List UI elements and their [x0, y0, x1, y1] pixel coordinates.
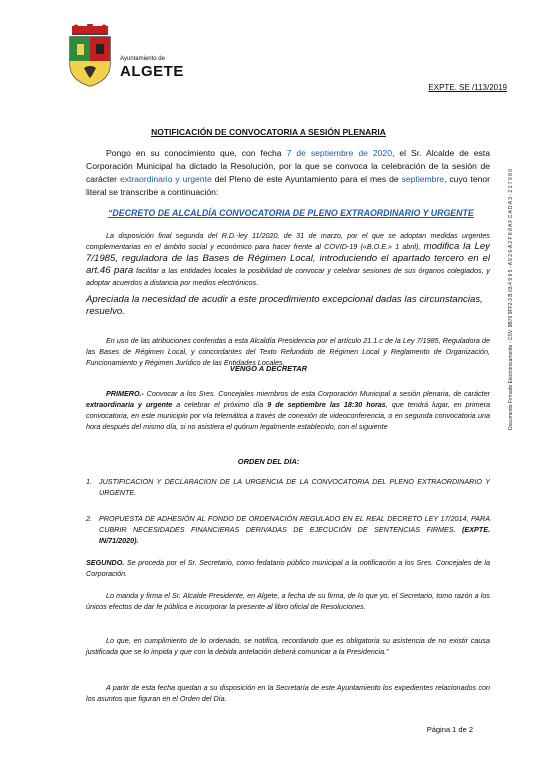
legal-basis-paragraph	[86, 230, 490, 288]
agenda-item	[86, 476, 490, 498]
document-title: NOTIFICACIÓN DE CONVOCATORIA A SESIÓN PLENARIA	[151, 127, 386, 137]
logo-town-name: ALGETE	[120, 63, 184, 80]
attributions-text: En uso de las atribuciones conferidas a esta Alcaldía Presidencia por el artículo 21.1.c de la Ley 7/1985, Reguladora de las Bases de Régimen Local, y concordantes del Texto Refundido de Régimen Local y Reglamento de Organización, Funcionamiento y Régimen Jurídico de las Entidades Locales,	[86, 336, 490, 367]
agenda-heading: ORDEN DEL DÍA:	[237, 457, 300, 466]
intro-text-4: , cuyo tenor literal se transcribe a continuación:	[86, 174, 491, 197]
segundo-lead: SEGUNDO.	[86, 558, 125, 567]
agenda-item-number: 1.	[86, 477, 92, 486]
signature-paragraph	[86, 590, 490, 612]
primero-kind: extraordinaria y urgente	[86, 400, 173, 409]
expediente-number: EXPTE. SE /113/2019	[428, 83, 507, 92]
primero-text-2: a celebrar el próximo día	[172, 400, 268, 409]
agenda-item	[86, 513, 490, 546]
page-number: Página 1 de 2	[426, 725, 473, 734]
availability-paragraph	[86, 682, 490, 704]
notification-text: Lo que, en cumplimiento de lo ordenado, se notifica, recordando que es obligatoria su asistencia de no existir causa justificada que se lo impida y que con la debida antelación deberá comunicar a la Presidencia.”	[86, 636, 490, 656]
intro-paragraph	[86, 147, 490, 199]
session-kind: extraordinario y urgente	[119, 174, 212, 184]
segundo-paragraph	[86, 557, 490, 579]
notification-paragraph	[86, 635, 490, 657]
signature-text: Lo manda y firma el Sr. Alcalde Presidente, en Algete, a fecha de su firma, de lo que yo, el Secretario, tomo razón a los únicos efectos de dar fe pública e incorporar la presente al libro oficial de Resoluciones.	[86, 591, 490, 611]
agenda-item-expediente: (EXPTE. IN/71/2020).	[99, 525, 490, 545]
necessity-paragraph: Apreciada la necesidad de acudir a este procedimiento excepcional dadas las circunstancias, resuelvo.	[86, 294, 483, 317]
primero-text-1: Convocar a los Sres. Concejales miembros de esta Corporación Municipal a sesión plenaria, de carácter	[143, 389, 490, 398]
primero-lead: PRIMERO.-	[106, 389, 144, 398]
intro-text-3: del Pleno de este Ayuntamiento para el mes de	[211, 174, 402, 184]
electronic-signature-note: Documento Firmado Electrónicamente - CSV: 9B76 9FF2-3 B 03-4 9 9 5 - A 9 2 6-A 2 F 8 8 A F C A D A 3 - 2 1 7 9 8 0	[508, 168, 514, 430]
decree-title: “DECRETO DE ALCALDÍA CONVOCATORIA DE PLENO EXTRAORDINARIO Y URGENTE	[108, 208, 474, 218]
session-month: septiembre	[401, 174, 445, 184]
logo-subtitle: Ayuntamiento de	[120, 56, 165, 62]
legal-basis-text-c: facilitar a las entidades locales la posibilidad de convocar y celebrar sesiones de sus órganos colegiados, y adoptar acuerdos a distancia por medios electrónicos.	[86, 266, 490, 287]
agenda-item-text: PROPUESTA DE ADHESIÓN AL FONDO DE ORDENACIÓN REGULADO EN EL REAL DECRETO LEY 17/2014, PARA CUBRIR NECESIDADES FINANCIERAS DERIVADAS DE EJECUCIÓN DE SENTENCIAS FIRMES.	[99, 514, 490, 534]
agenda-item-number: 2.	[86, 514, 92, 523]
intro-text-1: Pongo en su conocimiento que, con fecha	[106, 148, 287, 158]
primero-text-3: , que tendrá lugar, en primera convocatoria, en este municipio por vía telemática a través de conexión de videoconferencia, o en segunda convocatoria una hora después del mismo día, si no asistiera el quórum legalmente establecido, con el siguiente	[86, 400, 490, 431]
legal-basis-text-b: modifica la Ley 7/1985, reguladora de las Bases de Régimen Local, introduciendo el apartado tercero en el art.46 para	[86, 241, 490, 276]
primero-when: 9 de septiembre las 18:30 horas	[267, 400, 386, 409]
decree-heading: VENGO A DECRETAR	[229, 364, 308, 373]
crest-icon	[64, 24, 116, 88]
intro-text-2: , el Sr. Alcalde de esta Corporación Municipal ha dictado la Resolución, por la que se convoca la celebración de la sesión de carácter	[86, 148, 490, 184]
availability-text: A partir de esta fecha quedan a su disposición en la Secretaría de este Ayuntamiento los expedientes relacionados con los asuntos que figuran en el Orden del Día.	[86, 683, 490, 703]
legal-basis-text-a: La disposición final segunda del R.D.-ley 11/2020, de 31 de marzo, por el que se adoptan medidas urgentes complementarias en el ámbito social y económico para hacer frente al COVID-19 («B.O.E.» 1 abril),	[86, 231, 490, 251]
segundo-text: Se proceda por el Sr. Secretario, como fedatario público municipal a la notificación a los Sres. Concejales de la Corporación.	[86, 558, 490, 578]
agenda-item-text: JUSTIFICACION Y DECLARACION DE LA URGENCIA DE LA CONVOCATORIA DEL PLENO EXTRAORDINARIO Y URGENTE.	[99, 477, 490, 497]
primero-paragraph	[86, 388, 490, 432]
convocation-date: 7 de septiembre de 2020	[286, 148, 392, 158]
